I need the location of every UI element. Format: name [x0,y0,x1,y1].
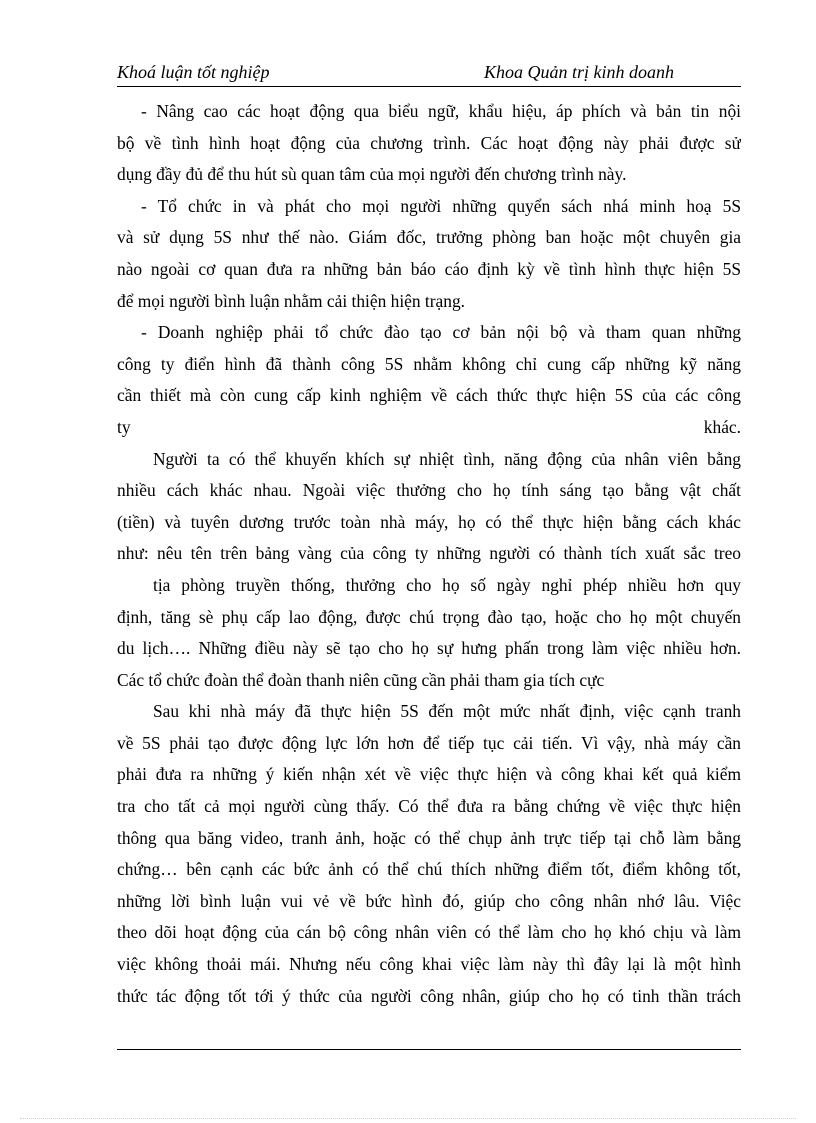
paragraph-line: về 5S phải tạo được động lực lớn hơn để tiếp tục cải tiến. Vì vậy, nhà máy cần [117,732,741,753]
paragraph-line: thức tác động tốt tới ý thức của người công nhân, giúp cho họ có tinh thần trách [117,985,741,1006]
paragraph-line: Các tổ chức đoàn thể đoàn thanh niên cũng cần phải tham gia tích cực [117,669,605,690]
paragraph-line: thông qua băng video, tranh ảnh, hoặc có thể chụp ảnh trực tiếp tại chỗ làm bằng [117,827,741,848]
paragraph-line: để mọi người bình luận nhằm cải thiện hiện trạng. [117,290,465,311]
paragraph-line: như: nêu tên trên bảng vàng của công ty những người có thành tích xuất sắc treo [117,543,741,564]
paragraph-line: - Nâng cao các hoạt động qua biểu ngữ, khẩu hiệu, áp phích và bản tin nội [141,101,741,121]
paragraph-line: Người ta có thể khuyến khích sự nhiệt tình, năng động của nhân viên bằng [153,448,741,469]
paragraph-line: du lịch…. Những điều này sẽ tạo cho họ sự hưng phấn trong làm việc nhiều hơn. [117,638,741,659]
paragraph-line: và sử dụng 5S như thế nào. Giám đốc, trưởng phòng ban hoặc một chuyên gia [117,227,741,248]
paragraph-line: công ty điển hình đã thành công 5S nhằm không chỉ cung cấp những kỹ năng [117,353,741,374]
page-edge-divider [20,1118,796,1119]
paragraph-line: cần thiết mà còn cung cấp kinh nghiệm về cách thức thực hiện 5S của các công [117,385,741,406]
body-text [117,96,741,1012]
header-right: Khoa Quản trị kinh doanh [484,62,675,82]
paragraph-line: định, tăng sè phụ cấp lao động, được chú trọng đào tạo, hoặc cho họ một chuyến [117,606,741,627]
paragraph-line: (tiền) và tuyên dương trước toàn nhà máy, họ có thể thực hiện bằng cách khác [117,511,741,532]
paragraph-line: bộ về tình hình hoạt động của chương trình. Các hoạt động này phải được sử [117,132,741,153]
paragraph-line: phải đưa ra những ý kiến nhận xét về việc thực hiện và công khai kết quả kiểm [117,764,741,785]
paragraph-line: - Doanh nghiệp phải tổ chức đào tạo cơ bản nội bộ và tham quan những [141,322,741,343]
paragraph-line: việc không thoải mái. Nhưng nếu công khai việc làm này thì đây lại là một hình [117,954,741,975]
paragraph-line: dụng đầy đủ để thu hút sù quan tâm của mọi người đến chương trình này. [117,164,627,185]
paragraph-line: những lời bình luận vui vẻ về bức hình đó, giúp cho công nhân nhớ lâu. Việc [117,890,741,911]
header-left: Khoá luận tốt nghiệp [117,62,270,82]
paragraph-line: Sau khi nhà máy đã thực hiện 5S đến một mức nhất định, việc cạnh tranh [153,701,741,722]
paragraph-line: chứng… bên cạnh các bức ảnh có thể chú thích những điểm tốt, điểm không tốt, [117,859,741,880]
footer-rule [117,1049,741,1050]
paragraph-line: tịa phòng truyền thống, thưởng cho họ số ngày nghỉ phép nhiều hơn quy [153,574,741,595]
page-header [117,60,741,87]
paragraph-line: - Tổ chức in và phát cho mọi người những quyển sách nhá minh hoạ 5S [141,195,741,216]
paragraph-line: theo dõi hoạt động của cán bộ công nhân viên có thể làm cho họ khó chịu và làm [117,922,741,943]
paragraph-line: nào ngoài cơ quan đưa ra những bản báo cáo định kỳ về tình hình thực hiện 5S [117,258,741,279]
paragraph-line: ty khác. [117,416,741,437]
paragraph-line: tra cho tất cả mọi người cùng thấy. Có thể đưa ra bằng chứng về việc thực hiện [117,796,741,817]
paragraph-line: nhiều cách khác nhau. Ngoài việc thưởng cho họ tính sáng tạo bằng vật chất [117,480,741,501]
